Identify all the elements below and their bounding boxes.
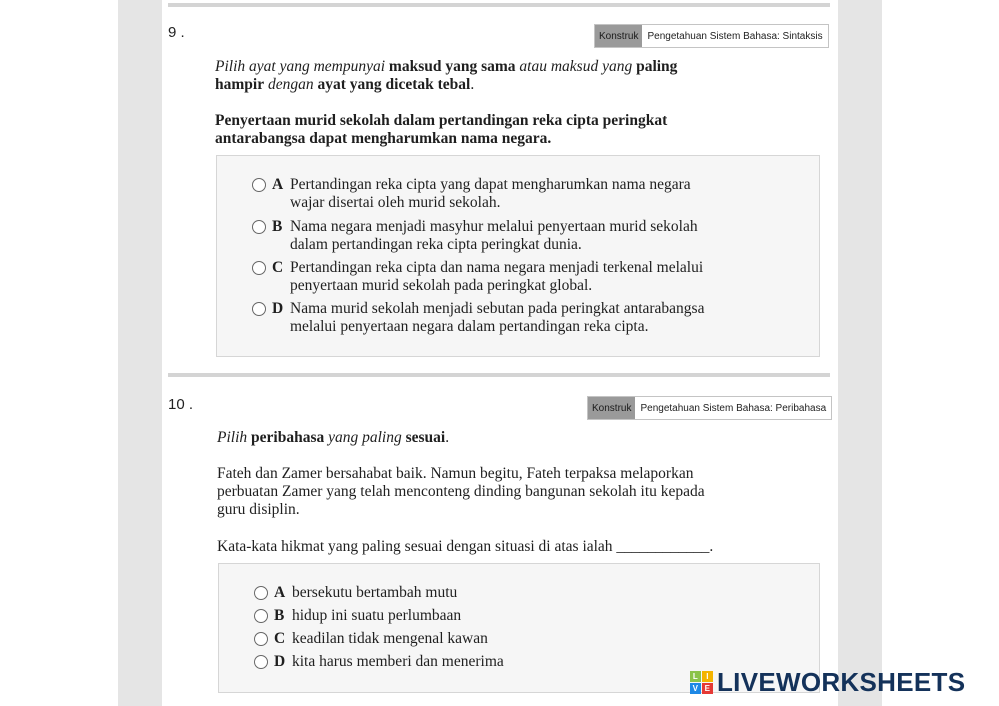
q9-tag-value: Pengetahuan Sistem Bahasa: Sintaksis [642,25,827,47]
q9-instruction: Pilih ayat yang mempunyai maksud yang sama atau maksud yang paling hampir dengan ayat yang dicetak tebal. [215,58,678,93]
right-gutter [838,0,882,706]
radio-icon[interactable] [254,632,268,646]
q9-option-d[interactable]: D Nama murid sekolah menjadi sebutan pada peringkat antarabangsa melalui penyertaan negara dalam pertandingan reka cipta. [252,300,704,335]
radio-icon[interactable] [254,586,268,600]
q9-number: 9 . [168,24,185,41]
q10-tag-value: Pengetahuan Sistem Bahasa: Peribahasa [635,397,831,419]
q9-stem: Penyertaan murid sekolah dalam pertandingan reka cipta peringkat antarabangsa dapat mengharumkan nama negara. [215,112,668,147]
q9-construct-tag [594,24,829,48]
left-gutter [118,0,162,706]
q9-option-b[interactable]: B Nama negara menjadi masyhur melalui penyertaan murid sekolah dalam pertandingan reka cipta peringkat dunia. [252,218,698,253]
q10-question: Kata-kata hikmat yang paling sesuai dengan situasi di atas ialah ____________. [217,538,714,555]
radio-icon[interactable] [252,261,266,275]
q10-construct-tag [587,396,832,420]
q10-option-d[interactable]: D kita harus memberi dan menerima [254,653,504,671]
q10-number: 10 . [168,396,194,413]
liveworksheets-logo-icon: L I V E [690,671,713,694]
q10-option-b[interactable]: B hidup ini suatu perlumbaan [254,607,461,625]
liveworksheets-logo [690,667,965,698]
separator-q10 [168,373,830,377]
radio-icon[interactable] [252,220,266,234]
q10-option-c[interactable]: C keadilan tidak mengenal kawan [254,630,488,648]
q9-option-a[interactable]: A Pertandingan reka cipta yang dapat mengharumkan nama negara wajar disertai oleh murid sekolah. [252,176,691,211]
q10-passage: Fateh dan Zamer bersahabat baik. Namun begitu, Fateh terpaksa melaporkan perbuatan Zamer yang telah menconteng dinding bangunan sekolah itu kepada guru disiplin. [217,465,705,518]
radio-icon[interactable] [252,178,266,192]
logo-text: LIVEWORKSHEETS [717,667,966,697]
separator-top [168,3,830,7]
q10-instruction: Pilih peribahasa yang paling sesuai. [217,429,450,446]
q10-option-a[interactable]: A bersekutu bertambah mutu [254,584,457,602]
radio-icon[interactable] [254,609,268,623]
q9-tag-label: Konstruk [595,25,642,47]
q10-tag-label: Konstruk [588,397,635,419]
q9-option-c[interactable]: C Pertandingan reka cipta dan nama negara menjadi terkenal melalui penyertaan murid sekolah pada peringkat global. [252,259,703,294]
radio-icon[interactable] [252,302,266,316]
radio-icon[interactable] [254,655,268,669]
